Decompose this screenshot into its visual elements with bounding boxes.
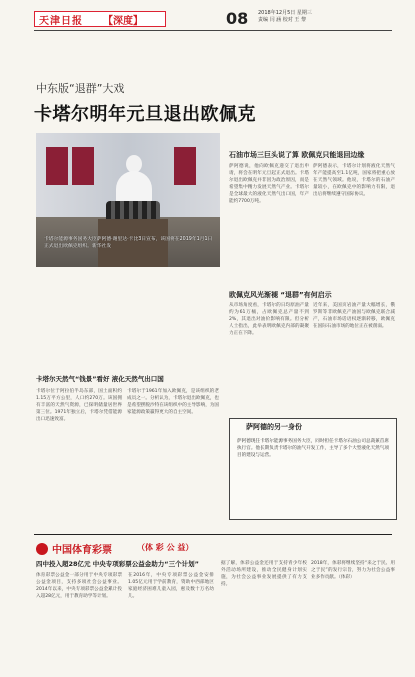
ad-column: 在2016年，中央专项彩票公益金安排1.05亿元用于学前教育，资助中西部地区家庭经济困难儿童入园，惠及数十万名幼儿。 xyxy=(128,573,214,599)
profile-box-text: 萨阿德现任卡塔尔能源事务国务大臣，同时担任卡塔尔石油公司总裁兼首席执行官。他长期负责卡塔尔的油气开发工作，主导了多个大型液化天然气项目的建设与运营。 xyxy=(237,439,389,458)
article-column: 萨阿德表示，卡塔尔计划将液化天然气年产能提高至1.1亿吨，国家将把重心放在天然气领域。他说，卡塔尔的石油产量较小，在欧佩克中的影响力有限，退出后将继续遵守国际协议。 xyxy=(313,164,395,197)
lottery-brand: 中国体育彩票 xyxy=(52,545,112,556)
article-column: 近年来，美国页岩油产量大幅增长，俄罗斯等非欧佩克产油国与欧佩克联合减产，石油市场话语权逐渐转移，欧佩克在国际石油市场的地位正在被削弱。 xyxy=(313,303,395,329)
profile-box-title: 萨阿德的另一身份 xyxy=(246,423,302,431)
ad-divider xyxy=(34,534,392,535)
ad-column: 据了解，体彩公益金还用于支持青少年校外活动场所建设，推动全民健身计划实施，为社会公益事业发展提供了有力支持。 xyxy=(221,561,307,587)
article-column: 从市场角度看，卡塔尔的日均原油产量约为61万桶，占欧佩克总产量不到2%，其退出对油价影响有限。但分析人士指出，此举表明欧佩克内部的凝聚力正在下降。 xyxy=(229,303,309,336)
page-editors: 责编 闫 涵 校对 王 黎 xyxy=(258,17,306,23)
newspaper-logo: 天津日报 xyxy=(39,16,83,27)
subhead-oil-market: 石油市场三巨头说了算 欧佩克只能退回边缘 xyxy=(229,151,365,159)
page-meta xyxy=(258,10,312,24)
header-divider xyxy=(34,30,392,31)
subhead-opec: 欧佩克风光渐褪 “退群”有何启示 xyxy=(229,291,332,299)
photo-caption: 卡塔尔能源事务国务大臣萨阿德·谢里达·卡比3日宣布，该国将在2019年1月1日正式退出欧佩克组织。新华社发 xyxy=(44,237,213,249)
lottery-tag: （体 彩 公 益） xyxy=(137,543,194,552)
article-kicker: 中东版“退群”大戏 xyxy=(36,82,125,95)
article-headline: 卡塔尔明年元旦退出欧佩克 xyxy=(34,104,256,125)
subhead-gas: 卡塔尔天然气“钱景”看好 液化天然气出口国 xyxy=(36,375,164,383)
article-column: 卡塔尔于1961年加入欧佩克，是该组织的老成员之一。分析认为，卡塔尔退出欧佩克，也是希望摆脱沙特在该组织中的主导影响，为国家能源政策赢得更大的自主空间。 xyxy=(127,389,219,415)
profile-box xyxy=(229,418,397,520)
article-column: 萨阿德说，他向欧佩克递交了退出申请，将会在明年元旦起正式退出。卡塔尔退出欧佩克并非因为政治原因，而是希望集中精力发展天然气产业。卡塔尔是全球最大的液化天然气出口国，年产能约7700万吨。 xyxy=(229,164,309,204)
ad-column: 2018年，体彩将继续坚持“来之于民、用之于民”的发行宗旨，努力为社会公益事业多作贡献。（体彩） xyxy=(311,561,395,580)
section-label: 【深度】 xyxy=(103,16,143,27)
article-column: 卡塔尔位于阿拉伯半岛东部，国土面积约1.15万平方公里，人口约270万。该国拥有丰富的天然气资源，已探明储量居世界第三位。1971年独立后，卡塔尔凭借能源出口迅速致富。 xyxy=(36,389,122,422)
ad-column: 体育彩票公益金一部分用于中央专项彩票公益金项目，支持多项社会公益事业。2014年以来，中央专项彩票公益金累计投入超28亿元，用于教育助学等计划。 xyxy=(36,573,122,599)
ad-subhead: 四中投入超28亿元 中央专项彩票公益金助力“三个计划” xyxy=(36,560,199,568)
lottery-logo-icon xyxy=(36,543,48,555)
page-number: 08 xyxy=(226,9,249,28)
page-date: 2018年12月5日 星期三 xyxy=(258,10,312,16)
masthead xyxy=(34,11,166,27)
